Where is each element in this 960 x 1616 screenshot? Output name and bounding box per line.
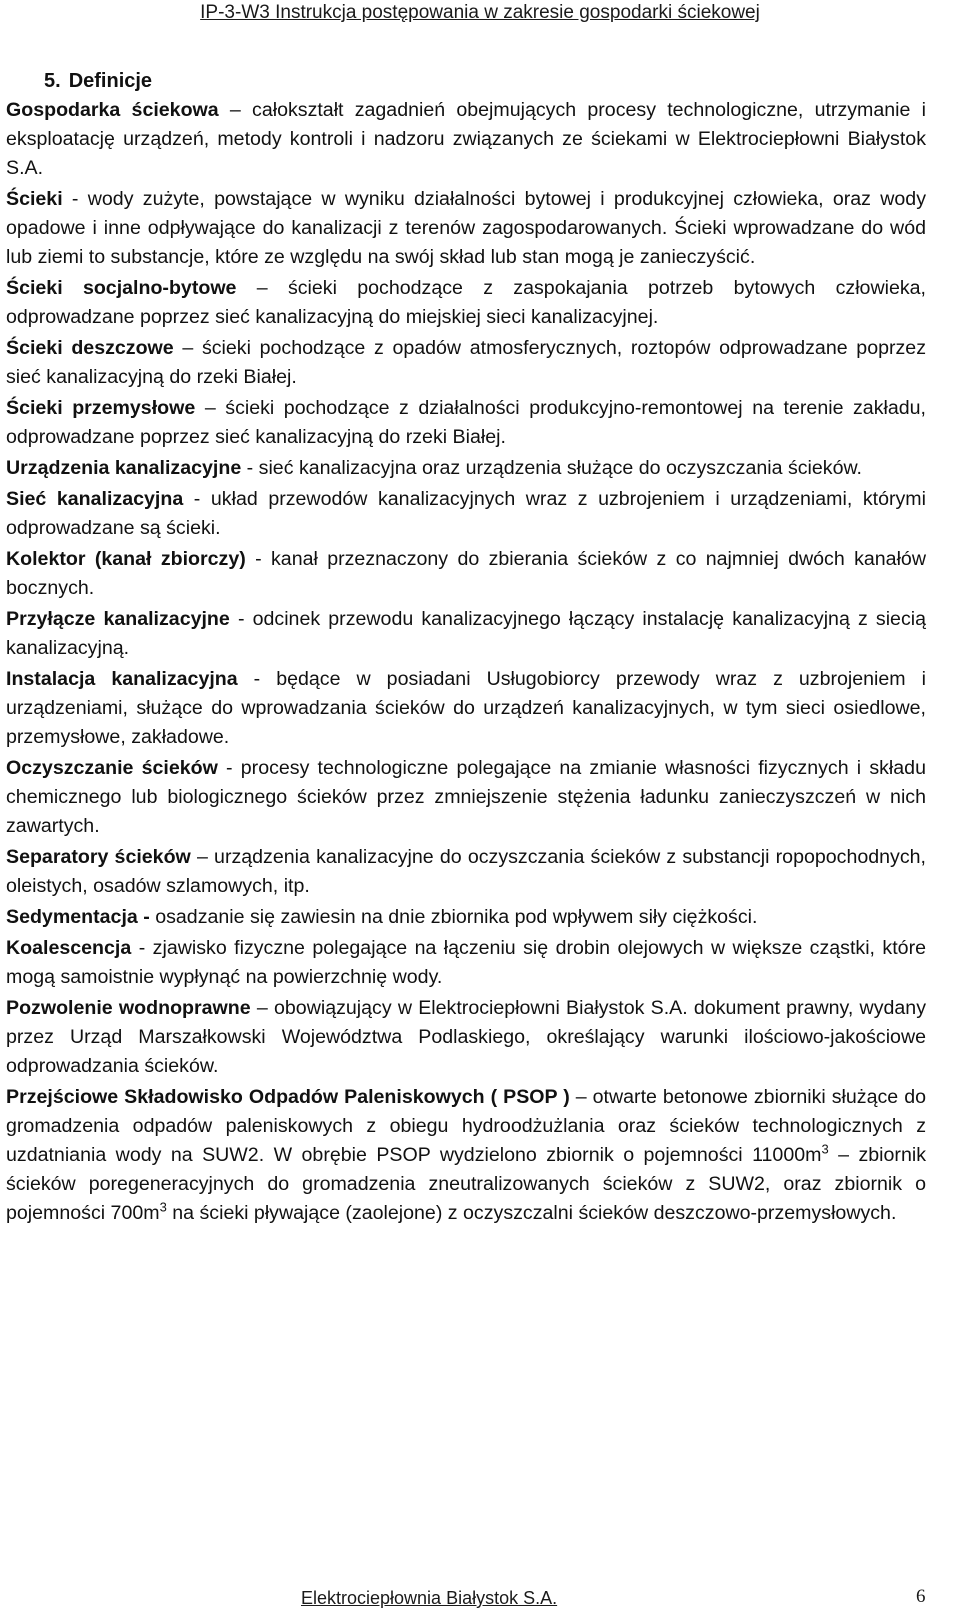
section-number: 5. [44,70,61,92]
definition-text: wody zużyte, powstające w wyniku działalności bytowej i produkcyjnej człowieka, oraz wody opadowe i inne odpływające do kanalizacji z terenów zagospodarowanych. Ścieki wprowadzane do wód lub ziemi to substancje, które ze względu na swój skład lub stan mogą je zanieczyścić. [6,188,926,268]
section-title: Definicje [68,70,153,92]
definition-term: Oczyszczanie ścieków [6,757,218,779]
definition-separator: – [236,277,288,299]
definition-separator: – [195,397,226,419]
definition-term: Sieć kanalizacyjna [6,488,184,510]
definition-text: sieć kanalizacyjna oraz urządzenia służące do oczyszczania ścieków. [258,457,863,479]
definition [6,903,926,932]
definition-term: Kolektor (kanał zbiorczy) [6,548,246,570]
definition-text: – zbiornik ścieków poregeneracyjnych do gromadzenia zneutralizowanych ścieków z SUW2, oraz zbiornik o pojemności 700m [6,1144,926,1224]
definition-text: będące w posiadani Usługobiorcy przewody wraz z uzbrojeniem i urządzeniami, służące do wprowadzania ścieków do urządzeń kanalizacyjnych, w tym sieci osiedlowe, przemysłowe, zakładowe. [6,668,926,748]
definition-term: Przejściowe Składowisko Odpadów Paleniskowych ( PSOP ) [6,1086,570,1108]
definition-term: Ścieki [6,188,63,210]
definition-text: osadzanie się zawiesin na dnie zbiornika pod wpływem siły ciężkości. [155,906,758,928]
definition-separator: - [241,457,259,479]
definition-term: Separatory ścieków [6,846,191,868]
page-number: 6 [916,1586,926,1607]
definition-text: obowiązujący w Elektrociepłowni Białystok S.A. dokument prawny, wydany przez Urząd Marszałkowski Województwa Podlaskiego, określający warunki ilościowo-jakościowe odprowadzania ścieków. [6,997,926,1077]
document-body [6,67,926,1230]
definition [6,843,926,901]
definition-term: Instalacja kanalizacyjna [6,668,238,690]
definition-separator: – [173,337,202,359]
definition [6,934,926,992]
definition-text: układ przewodów kanalizacyjnych wraz z uzbrojeniem i urządzeniami, którymi odprowadzane są ścieki. [6,488,926,539]
definition-text: ścieki pochodzące z zaspokajania potrzeb bytowych człowieka, odprowadzane poprzez sieć kanalizacyjną do miejskiej sieci kanalizacyjnej. [6,277,926,328]
footer-company: Elektrociepłownia Białystok S.A. [301,1588,558,1608]
definition-separator: – [218,99,253,121]
definition [6,334,926,392]
definition-text: ścieki pochodzące z opadów atmosferycznych, roztopów odprowadzane poprzez sieć kanalizacyjną do rzeki Białej. [6,337,926,388]
definition-text: odcinek przewodu kanalizacyjnego łączący instalację kanalizacyjną z siecią kanalizacyjną. [6,608,926,659]
definition-text: zjawisko fizyczne polegające na łączeniu się drobin olejowych w większe cząstki, które mogą samoistnie wypłynąć na powierzchnię wody. [6,937,926,988]
definition [6,994,926,1081]
definition-term: Urządzenia kanalizacyjne [6,457,242,479]
definition-term: Sedymentacja - [6,906,150,928]
definition [6,485,926,543]
definition-term: Koalescencja [6,937,132,959]
superscript: 3 [821,1141,829,1157]
definition-term: Pozwolenie wodnoprawne [6,997,251,1019]
definition [6,545,926,603]
definition-term: Przyłącze kanalizacyjne [6,608,230,630]
definition-text: kanał przeznaczony do zbierania ścieków z co najmniej dwóch kanałów bocznych. [6,548,926,599]
definition-text: całokształt zagadnień obejmujących procesy technologiczne, utrzymanie i eksploatację urządzeń, metody kontroli i nadzoru związanych ze ściekami w Elektrociepłowni Białystok S.A. [6,99,926,179]
definition-text: urządzenia kanalizacyjne do oczyszczania ścieków z substancji ropopochodnych, oleistych, osadów szlamowych, itp. [6,846,926,897]
definition-text: procesy technologiczne polegające na zmianie własności fizycznych i składu chemicznego lub biologicznego ścieków przez zmniejszenie stężenia ładunku zanieczyszczeń w nich zawartych. [6,757,926,837]
definition-separator: – [250,997,274,1019]
definition-term: Ścieki przemysłowe [6,397,196,419]
definition-text: otwarte betonowe zbiorniki służące do gromadzenia odpadów paleniskowych z obiegu hydroodżużlania oraz ścieków technologicznych z uzdatniania wody na SUW2. W obrębie PSOP wydzielono zbiornik o pojemności 11000m [6,1086,926,1166]
definition [6,274,926,332]
superscript: 3 [159,1199,167,1215]
definition-term: Ścieki deszczowe [6,337,174,359]
definition-separator: - [131,937,153,959]
definition-separator: – [190,846,215,868]
definition-separator: - [183,488,211,510]
definition-separator: - [245,548,271,570]
document-header: IP-3-W3 Instrukcja postępowania w zakresie gospodarki ściekowej [200,2,760,23]
definition [6,454,926,483]
section-heading [44,67,926,96]
definition-term: Gospodarka ściekowa [6,99,219,121]
definition [6,605,926,663]
definition-psop [6,1083,926,1228]
definition-separator: - [62,188,88,210]
definition [6,665,926,752]
definition-separator: - [237,668,277,690]
definition [6,96,926,183]
definition-separator: – [569,1086,593,1108]
definition [6,185,926,272]
definition-text: na ścieki pływające (zaolejone) z oczyszczalni ścieków deszczowo-przemysłowych. [166,1202,897,1224]
definition-term: Ścieki socjalno-bytowe [6,277,237,299]
definition [6,394,926,452]
definition [6,754,926,841]
definition-text: ścieki pochodzące z działalności produkcyjno-remontowej na terenie zakładu, odprowadzane poprzez sieć kanalizacyjną do rzeki Białej. [6,397,926,448]
definition-separator: - [217,757,241,779]
definition-separator: - [229,608,253,630]
